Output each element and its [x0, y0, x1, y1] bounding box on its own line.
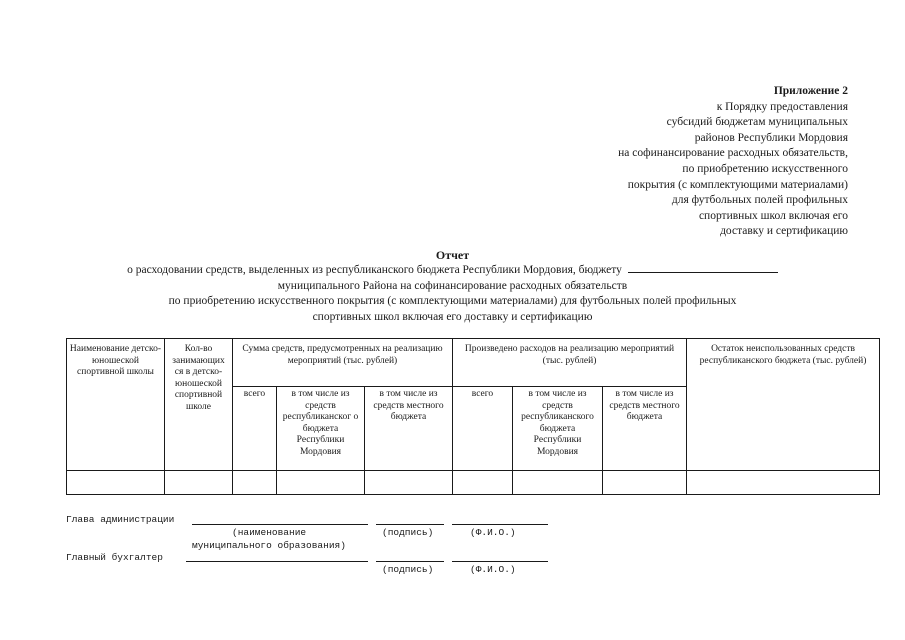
subheader-republic-spent: в том числе из средств республиканского бюджета Республики Мордовия: [513, 387, 603, 471]
subheader-local-planned: в том числе из средств местного бюджета: [365, 387, 453, 471]
budget-blank-line: [628, 262, 778, 273]
report-line-1: о расходовании средств, выделенных из республиканского бюджета Республики Мордовия, бюджету: [127, 264, 622, 276]
head-sign-caption: (подпись): [382, 527, 434, 538]
accountant-label: Главный бухгалтер: [66, 552, 163, 563]
header-planned: Сумма средств, предусмотренных на реализацию мероприятий (тыс. рублей): [233, 339, 453, 387]
table-cell[interactable]: [687, 471, 880, 495]
accountant-sign-line[interactable]: [376, 561, 444, 562]
accountant-line[interactable]: [186, 561, 368, 562]
accountant-fio-caption: (Ф.И.О.): [470, 564, 516, 575]
head-fio-line[interactable]: [452, 524, 548, 525]
appendix-line: районов Республики Мордовия: [694, 131, 848, 144]
report-line-3: по приобретению искусственного покрытия (с комплектующими материалами) для футбольных полей профильных: [168, 295, 737, 307]
accountant-sign-caption: (подпись): [382, 564, 434, 575]
report-table: [66, 338, 880, 495]
subheader-total-planned: всего: [233, 387, 277, 471]
accountant-fio-line[interactable]: [452, 561, 548, 562]
appendix-line: к Порядку предоставления: [716, 100, 848, 113]
appendix-line: субсидий бюджетам муниципальных: [666, 116, 848, 129]
header-spent: Произведено расходов на реализацию мероприятий (тыс. рублей): [453, 339, 687, 387]
head-name-caption: (наименование: [232, 527, 307, 538]
header-count: Кол-во занимающих ся в детско-юношеской спортивной школе: [165, 339, 233, 471]
subheader-republic-planned: в том числе из средств республиканског о бюджета Республики Мордовия: [277, 387, 365, 471]
table-cell[interactable]: [513, 471, 603, 495]
appendix-line: спортивных школ включая его: [698, 209, 848, 222]
appendix-line: на софинансирование расходных обязательств,: [618, 147, 848, 160]
header-school: Наименование детско-юношеской спортивной школы: [67, 339, 165, 471]
appendix-line: для футбольных полей профильных: [671, 194, 848, 207]
head-name-line[interactable]: [192, 524, 368, 525]
head-name-caption-2: муниципального образования): [192, 540, 346, 551]
report-line-2: муниципального Района на софинансирование расходных обязательств: [277, 279, 628, 292]
table-cell[interactable]: [277, 471, 365, 495]
appendix-line: покрытия (с комплектующими материалами): [627, 178, 848, 191]
appendix-line: по приобретению искусственного: [682, 162, 848, 175]
subheader-total-spent: всего: [453, 387, 513, 471]
table-row: [67, 471, 880, 495]
table-cell[interactable]: [233, 471, 277, 495]
report-title: Отчет: [435, 248, 470, 262]
table-cell[interactable]: [67, 471, 165, 495]
header-remain: Остаток неиспользованных средств республиканского бюджета (тыс. рублей): [687, 339, 880, 471]
appendix-title: Приложение 2: [773, 85, 848, 97]
head-fio-caption: (Ф.И.О.): [470, 527, 516, 538]
report-line-4: спортивных школ включая его доставку и сертификацию: [312, 310, 593, 323]
report-subtitle: [0, 262, 905, 325]
table-cell[interactable]: [365, 471, 453, 495]
appendix-line: доставку и сертификацию: [720, 225, 848, 238]
table-cell[interactable]: [603, 471, 687, 495]
table-cell[interactable]: [165, 471, 233, 495]
head-label: Глава администрации: [66, 514, 175, 525]
subheader-local-spent: в том числе из средств местного бюджета: [603, 387, 687, 471]
head-sign-line[interactable]: [376, 524, 444, 525]
appendix-block: [528, 84, 848, 240]
table-cell[interactable]: [453, 471, 513, 495]
